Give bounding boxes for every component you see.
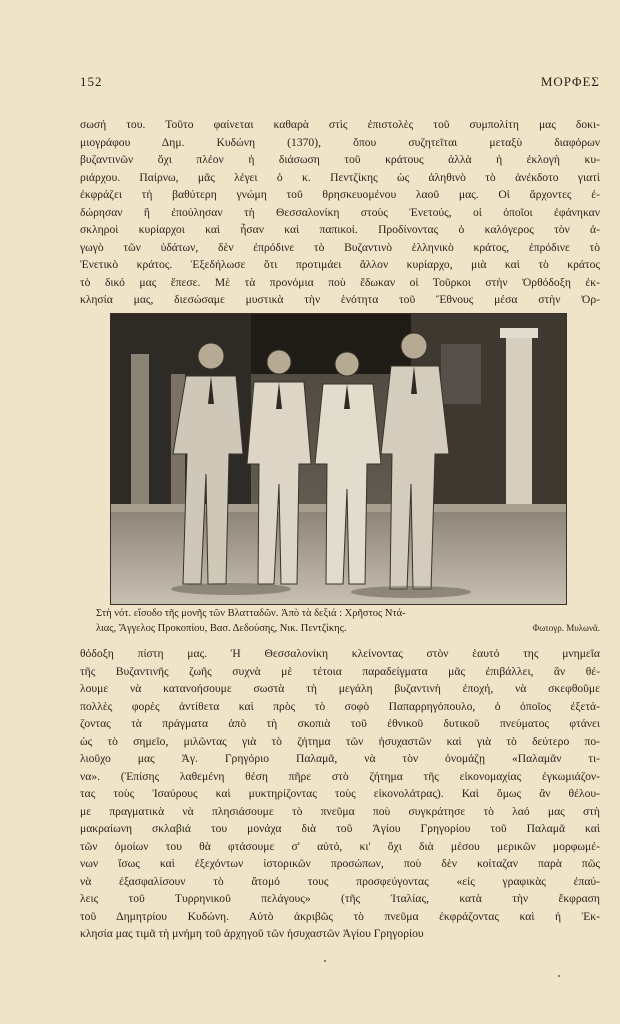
text-line: λιοῦχο μας Ἁγ. Γρηγόριο Παλαμᾶ, νὰ τὸν ὀνομάζῃ «Παλαμᾶν τι- — [80, 752, 600, 765]
text-line: τῆς Βυζαντινῆς ζωῆς συχνὰ μὲ τέτοια παραδείγματα μᾶς ἐπιβάλλει, ἂν θέ- — [80, 664, 600, 678]
text-line: τας τοὺς Ἰσαύρους καὶ μυκτηρίζοντας τοὺς εἰκονολάτρας). Καὶ ὅμως ἂν θέλου- — [80, 787, 600, 800]
text-line: τοῦ Δημητρίου Κυδώνη. Αὐτὸ ἀκριβῶς τὸ πνεῦμα ἐκφράζοντας καὶ ἡ Ἐκ- — [80, 909, 600, 923]
paper-speck — [558, 975, 560, 977]
text-line: μιογράφου Δημ. Κυδώνη (1370), ὅπου συζητεῖται μεταξὺ διαφόρων — [80, 135, 600, 149]
text-line: λουμε νὰ κατανοήσουμε σωστὰ τὴ μεγάλη βυζαντινὴ ἐποχή, νὰ σκεφθοῦμε — [80, 682, 600, 695]
text-line: νὰ ἐξασφαλίσουν τὸ ἄτομό τους προσφεύγοντας «εἰς γραφικὰς ἐπαύ- — [80, 874, 600, 888]
text-line: θόδοξη πίστη μας. Ἡ Θεσσαλονίκη κλείνοντας στὸν ἑαυτό της μνημεῖα — [80, 647, 600, 660]
text-line: ἐκφράζει τὴ βαθύτερη γνώμη τοῦ θρησκευομένου λαοῦ μας. Οἱ ἄρχοντες ἐ- — [80, 188, 600, 201]
paper-speck — [324, 960, 326, 962]
page-number: 152 — [80, 74, 103, 89]
text-line: κλησία μας τιμᾶ τὴ μνήμη τοῦ ἀρχηγοῦ τῶν ἡσυχαστῶν Ἁγίου Γρηγορίου — [80, 927, 424, 940]
text-line: μακραίωνη σκλαβιά του μονάχα διὰ τοῦ Ἁγίου Γρηγορίου τοῦ Παλαμᾶ καὶ — [80, 822, 600, 835]
text-line: σκληροὶ κυρίαρχοι καὶ ἦσαν καὶ παπικοί. Προδίνοντας ὁ καλόγερος τὸν ἀ- — [80, 223, 600, 236]
text-line: ὡς τὸ σημεῖο, μιλῶντας γιὰ τὸ ζήτημα τῶν ἡσυχαστῶν καὶ γιὰ τὸ δεύτερο πο- — [80, 734, 600, 748]
text-line: τῶν ὁμοίων του θὰ φτάσουμε σ' αὐτό, κι' ὄχι διὰ μέσου μερικῶν μορφωμέ- — [80, 839, 600, 853]
photo-credit: Φωτογρ. Μυλωνᾶ. — [532, 623, 600, 633]
text-line: δώρησαν ἢ ἐπούλησαν τὴ Θεσσαλονίκη στοὺς Ἐνετούς, οἱ ὁποῖοι ἐφάνηκαν — [80, 205, 600, 219]
group-photograph — [110, 313, 567, 605]
text-line: κλησία μας, διεσώσαμε μυστικὰ τὴν ἑνότητα τοῦ Ἔθνους μέσα στὴν Ὀρ- — [80, 293, 600, 306]
body-text-top — [80, 116, 600, 309]
text-line: με πραγματικὰ νὰ πλησιάσουμε τὸ πνεῦμα ποὺ συγκράτησε τὸ λαό μας στὴ — [80, 804, 600, 818]
body-text-bottom — [80, 645, 600, 943]
journal-title: ΜΟΡΦΕΣ — [540, 74, 600, 89]
caption-line: λιας, Ἄγγελος Προκοπίου, Βασ. Δεδούσης, Νικ. Πεντζίκης. — [96, 623, 347, 634]
text-line: γωγὸ τῶν ὑδάτων, δὲν ἐπρόδινε τὸ Βυζαντινὸ ἑλληνικὸ κράτος, ἐπρόδινε τὸ — [80, 240, 600, 254]
caption-line: Στὴ νότ. εἴσοδο τῆς μονῆς τῶν Βλατταδῶν. Ἀπὸ τὰ δεξιά : Χρῆστος Ντά- — [96, 608, 406, 619]
photograph-four-men-icon — [111, 314, 566, 604]
text-line: να». (Ἐπίσης λαθεμένη θέση πῆρε στὸ ζήτημα τῆς εἰκονομαχίας ἐγκωμιάζον- — [80, 769, 600, 783]
text-line: ριάρχου. Παίρνω, μᾶς λέγει ὁ κ. Πεντζίκης ὡς ἀληθινὸ τὸ ἀνέκδοτο γιατὶ — [80, 170, 600, 184]
text-line: βυζαντινῶν ὄχι πλέον ἡ διάσωση τοῦ κράτους ἀλλὰ ἡ ἐκλογὴ κυ- — [80, 153, 600, 166]
text-line: τὸ δικό μας ἔπεσε. Μὲ τὰ προνόμια ποὺ ἔδωκαν οἱ Τοῦρκοι στὴν Ὀρθόδοξη ἐκ- — [80, 275, 600, 289]
text-line: νων ἴσως καὶ ἐξεχόντων ἱστορικῶν προσώπων, ποὺ δὲν κοίταζαν παρὰ πῶς — [80, 857, 600, 870]
text-line: πολλὲς φορὲς ἀντίθετα καὶ πρὸς τὸ σοφὸ Παπαρρηγόπουλο, ὁ ὁποῖος ἐξετά- — [80, 699, 600, 713]
text-line: λεις τοῦ Τυρρηνικοῦ πελάγους» (τῆς Ἰταλίας, κατὰ τὴν ἔκφραση — [80, 892, 600, 905]
text-line: ζοντας τὰ πράγματα ἀπὸ τὴ σκοπιὰ τοῦ ἐθνικοῦ δυτικοῦ πνεύματος φτάνει — [80, 717, 600, 730]
text-line: Ἐνετικὸ κράτος. Ἐξεδήλωσε ὅτι προτιμάει ἄλλον κυρίαρχο, μιὰ καὶ τὸ κράτος — [80, 258, 600, 271]
page-header — [80, 74, 600, 90]
text-line: σωσή του. Τοῦτο φαίνεται καθαρὰ στὶς ἐπιστολὲς τοῦ συμπολίτη μας δοκι- — [80, 118, 600, 131]
photo-caption — [96, 606, 600, 636]
